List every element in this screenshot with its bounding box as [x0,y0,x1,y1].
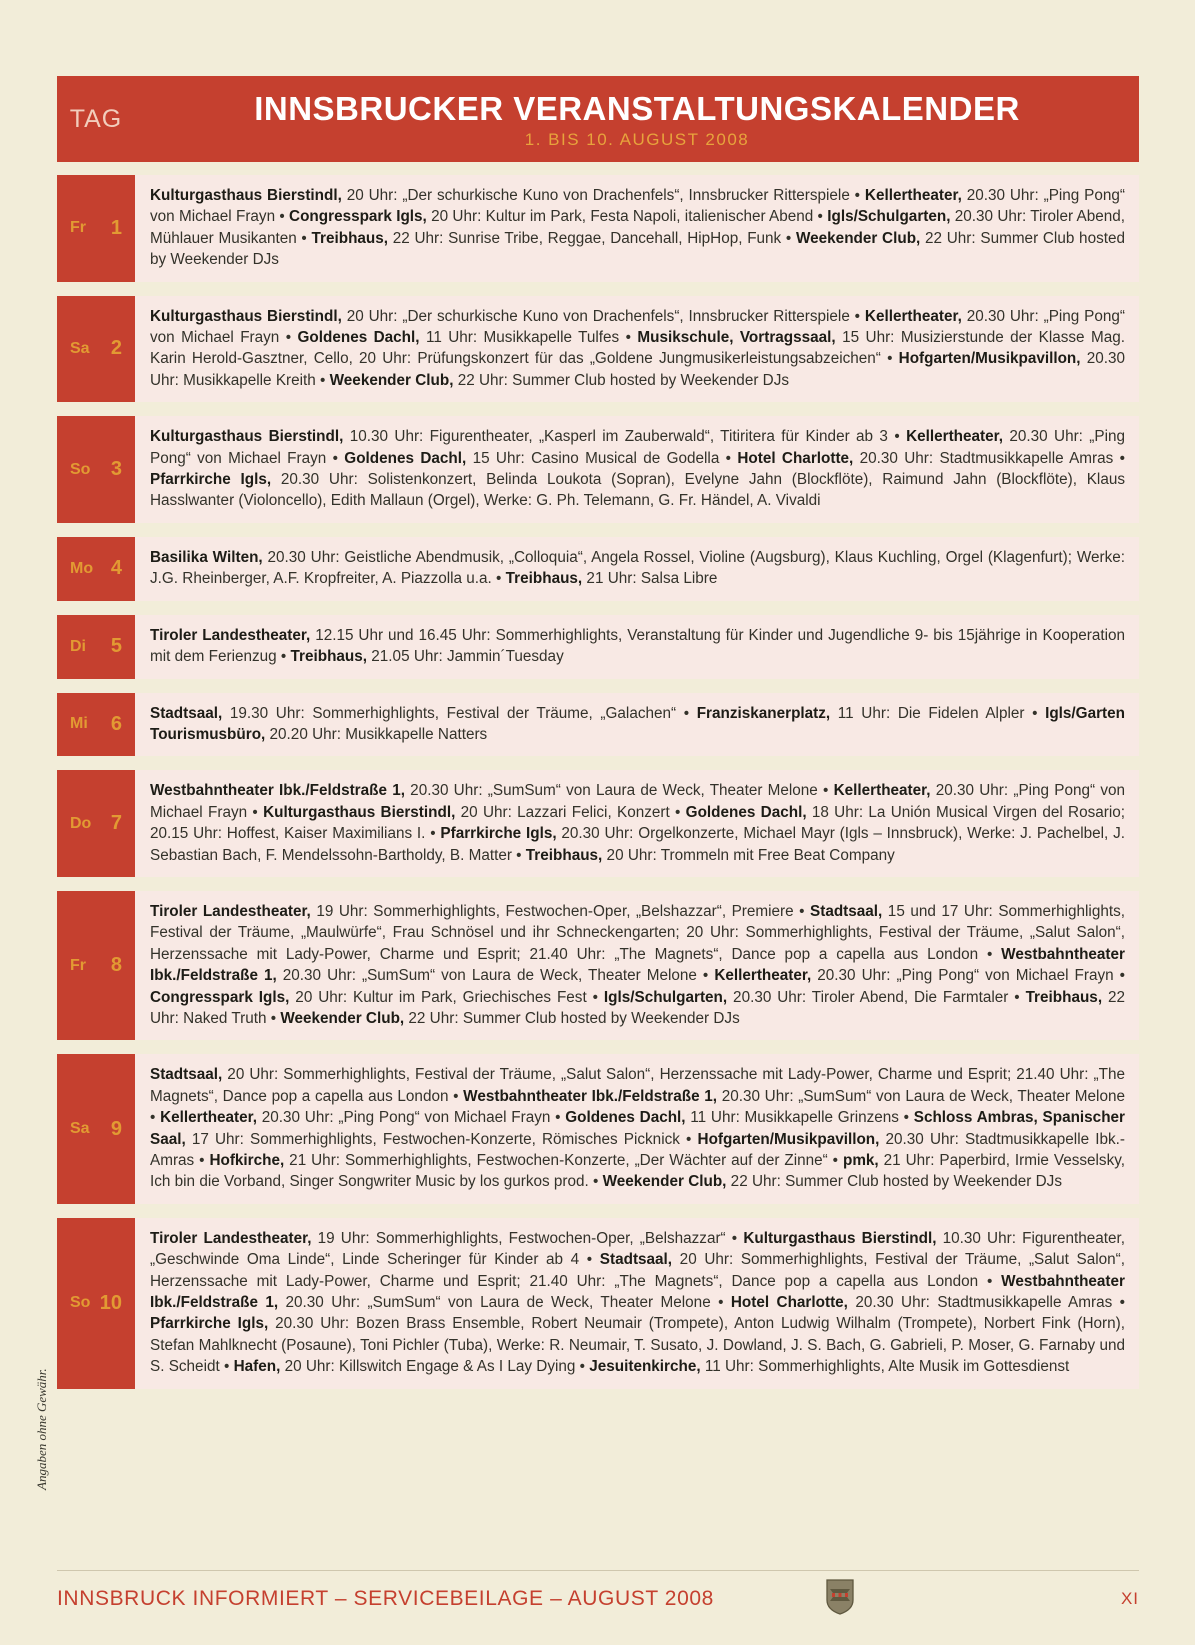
day-abbreviation: Fr [70,219,86,237]
day-number: 6 [110,712,122,735]
footer-text: INNSBRUCK INFORMIERT – SERVICEBEILAGE – AUGUST 2008 [57,1587,714,1610]
calendar-row [57,1218,1139,1389]
day-number: 3 [110,458,122,481]
day-abbreviation: Do [70,814,92,832]
day-cell [57,175,135,282]
calendar-row [57,615,1139,679]
day-number: 4 [110,557,122,580]
calendar-rows [57,175,1139,1403]
page-number: XI [1120,1589,1139,1608]
events-text: Kulturgasthaus Bierstindl, 10.30 Uhr: Figurentheater, „Kasperl im Zauberwald“, Titiritera für Kinder ab 3 • Kellertheater, 20.30 Uhr: „Ping Pong“ von Michael Frayn • Goldenes Dachl, 15 Uhr: Casino Musical de Godella • Hotel Charlotte, 20.30 Uhr: Stadtmusikkapelle Amras • Pfarrkirche Igls, 20.30 Uhr: Solistenkonzert, Belinda Loukota (Sopran), Evelyne Jahn (Blockflöte), Raimund Jahn (Blockflöte), Klaus Hasslwanter (Violoncello), Edith Mallaun (Orgel), Werke: G. Ph. Telemann, G. Fr. Händel, A. Vivaldi [135,416,1139,523]
events-text: Basilika Wilten, 20.30 Uhr: Geistliche Abendmusik, „Colloquia“, Angela Rossel, Violine (Augsburg), Klaus Kuchling, Orgel (Klagenfurt); Werke: J.G. Rheinberger, A.F. Kropfreiter, A. Piazzolla u.a. • Treibhaus, 21 Uhr: Salsa Libre [135,537,1139,601]
calendar-row [57,416,1139,523]
calendar-row [57,537,1139,601]
calendar-page [57,76,1139,1403]
day-cell [57,891,135,1040]
day-number: 8 [110,954,122,977]
page-subtitle: 1. BIS 10. AUGUST 2008 [524,130,750,150]
page-title: INNSBRUCKER VERANSTALTUNGSKALENDER [254,89,1020,127]
day-abbreviation: Mo [70,559,94,577]
day-cell [57,770,135,877]
calendar-row [57,296,1139,403]
day-abbreviation: Sa [70,1120,90,1138]
day-abbreviation: Di [70,637,86,655]
day-abbreviation: So [70,1294,91,1312]
day-cell [57,693,135,757]
day-number: 2 [110,337,122,360]
day-number: 5 [110,635,122,658]
events-text: Stadtsaal, 20 Uhr: Sommerhighlights, Festival der Träume, „Salut Salon“, Herzenssache mit Lady-Power, Charme und Esprit; 21.40 Uhr: „The Magnets“, Dance pop a capella aus London • Westbahntheater Ibk./Feldstraße 1, 20.30 Uhr: „SumSum“ von Laura de Weck, Theater Melone • Kellertheater, 20.30 Uhr: „Ping Pong“ von Michael Frayn • Goldenes Dachl, 11 Uhr: Musikkapelle Grinzens • Schloss Ambras, Spanischer Saal, 17 Uhr: Sommerhighlights, Festwochen-Konzerte, Römisches Picknick • Hofgarten/Musikpavillon, 20.30 Uhr: Stadtmusikkapelle Ibk.-Amras • Hofkirche, 21 Uhr: Sommerhighlights, Festwochen-Konzerte, „Der Wächter auf der Zinne“ • pmk, 21 Uhr: Paperbird, Irmie Vesselsky, Ich bin die Vorband, Singer Songwriter Music by los gurkos prod. • Weekender Club, 22 Uhr: Summer Club hosted by Weekender DJs [135,1054,1139,1203]
header-titles [135,76,1139,162]
day-cell [57,615,135,679]
day-abbreviation: Fr [70,956,86,974]
day-abbreviation: Mi [70,715,88,733]
events-text: Tiroler Landestheater, 19 Uhr: Sommerhighlights, Festwochen-Oper, „Belshazzar“, Premiere • Stadtsaal, 15 und 17 Uhr: Sommerhighlights, Festival der Träume, „Maulwürfe“, Frau Schnösel und ihr Schneckengarten; 20 Uhr: Sommerhighlights, Festival der Träume, „Salut Salon“, Herzenssache mit Lady-Power, Charme und Esprit; 21.40 Uhr: „The Magnets“, Dance pop a capella aus London • Westbahntheater Ibk./Feldstraße 1, 20.30 Uhr: „SumSum“ von Laura de Weck, Theater Melone • Kellertheater, 20.30 Uhr: „Ping Pong“ von Michael Frayn • Congresspark Igls, 20 Uhr: Kultur im Park, Griechisches Fest • Igls/Schulgarten, 20.30 Uhr: Tiroler Abend, Die Farmtaler • Treibhaus, 22 Uhr: Naked Truth • Weekender Club, 22 Uhr: Summer Club hosted by Weekender DJs [135,891,1139,1040]
day-number: 1 [110,216,122,239]
day-abbreviation: Sa [70,339,90,357]
calendar-header [57,76,1139,162]
innsbruck-crest-icon [825,1579,855,1620]
events-text: Kulturgasthaus Bierstindl, 20 Uhr: „Der schurkische Kuno von Drachenfels“, Innsbrucker Ritterspiele • Kellertheater, 20.30 Uhr: „Ping Pong“ von Michael Frayn • Goldenes Dachl, 11 Uhr: Musikkapelle Tulfes • Musikschule, Vortragssaal, 15 Uhr: Musizierstunde der Klasse Mag. Karin Herold-Gasztner, Cello, 20 Uhr: Prüfungskonzert für das „Goldene Jungmusikerleistungsabzeichen“ • Hofgarten/Musikpavillon, 20.30 Uhr: Musikkapelle Kreith • Weekender Club, 22 Uhr: Summer Club hosted by Weekender DJs [135,296,1139,403]
events-text: Kulturgasthaus Bierstindl, 20 Uhr: „Der schurkische Kuno von Drachenfels“, Innsbrucker Ritterspiele • Kellertheater, 20.30 Uhr: „Ping Pong“ von Michael Frayn • Congresspark Igls, 20 Uhr: Kultur im Park, Festa Napoli, italienischer Abend • Igls/Schulgarten, 20.30 Uhr: Tiroler Abend, Mühlauer Musikanten • Treibhaus, 22 Uhr: Sunrise Tribe, Reggae, Dancehall, HipHop, Funk • Weekender Club, 22 Uhr: Summer Club hosted by Weekender DJs [135,175,1139,282]
calendar-row [57,693,1139,757]
day-abbreviation: So [70,460,91,478]
events-text: Tiroler Landestheater, 19 Uhr: Sommerhighlights, Festwochen-Oper, „Belshazzar“ • Kulturgasthaus Bierstindl, 10.30 Uhr: Figurentheater, „Geschwinde Oma Linde“, Linde Scheringer für Kinder ab 4 • Stadtsaal, 20 Uhr: Sommerhighlights, Festival der Träume, „Salut Salon“, Herzenssache mit Lady-Power, Charme und Esprit; 21.40 Uhr: „The Magnets“, Dance pop a capella aus London • Westbahntheater Ibk./Feldstraße 1, 20.30 Uhr: „SumSum“ von Laura de Weck, Theater Melone • Hotel Charlotte, 20.30 Uhr: Stadtmusikkapelle Amras • Pfarrkirche Igls, 20.30 Uhr: Bozen Brass Ensemble, Robert Neumair (Trompete), Anton Ludwig Wilhalm (Trompete), Norbert Fink (Horn), Stefan Mahlknecht (Posaune), Toni Pichler (Tuba), Werke: R. Neumair, T. Susato, J. Dowland, J. S. Bach, G. Gabrieli, P. Moser, G. Farnaby und S. Scheidt • Hafen, 20 Uhr: Killswitch Engage & As I Lay Dying • Jesuitenkirche, 11 Uhr: Sommerhighlights, Alte Musik im Gottesdienst [135,1218,1139,1389]
day-number: 9 [110,1117,122,1140]
calendar-row [57,1054,1139,1203]
footer [57,1570,1139,1611]
calendar-row [57,175,1139,282]
day-cell [57,1054,135,1203]
day-cell [57,1218,135,1389]
day-number: 7 [110,812,122,835]
calendar-row [57,770,1139,877]
day-cell [57,537,135,601]
day-number: 10 [99,1291,122,1314]
events-text: Westbahntheater Ibk./Feldstraße 1, 20.30 Uhr: „SumSum“ von Laura de Weck, Theater Melone • Kellertheater, 20.30 Uhr: „Ping Pong“ von Michael Frayn • Kulturgasthaus Bierstindl, 20 Uhr: Lazzari Felici, Konzert • Goldenes Dachl, 18 Uhr: La Unión Musical Virgen del Rosario; 20.15 Uhr: Hoffest, Kaiser Maximilians I. • Pfarrkirche Igls, 20.30 Uhr: Orgelkonzerte, Michael Mayr (Igls – Innsbruck), Werke: J. Pachelbel, J. Sebastian Bach, F. Mendelssohn-Bartholdy, B. Matter • Treibhaus, 20 Uhr: Trommeln mit Free Beat Company [135,770,1139,877]
calendar-row [57,891,1139,1040]
day-cell [57,296,135,403]
events-text: Stadtsaal, 19.30 Uhr: Sommerhighlights, Festival der Träume, „Galachen“ • Franziskanerplatz, 11 Uhr: Die Fidelen Alpler • Igls/Garten Tourismusbüro, 20.20 Uhr: Musikkapelle Natters [135,693,1139,757]
events-text: Tiroler Landestheater, 12.15 Uhr und 16.45 Uhr: Sommerhighlights, Veranstaltung für Kinder und Jugendliche 9- bis 15jährige in Kooperation mit dem Ferienzug • Treibhaus, 21.05 Uhr: Jammin´Tuesday [135,615,1139,679]
tag-label: TAG [69,104,123,133]
day-cell [57,416,135,523]
side-note: Angaben ohne Gewähr. [34,1368,49,1490]
